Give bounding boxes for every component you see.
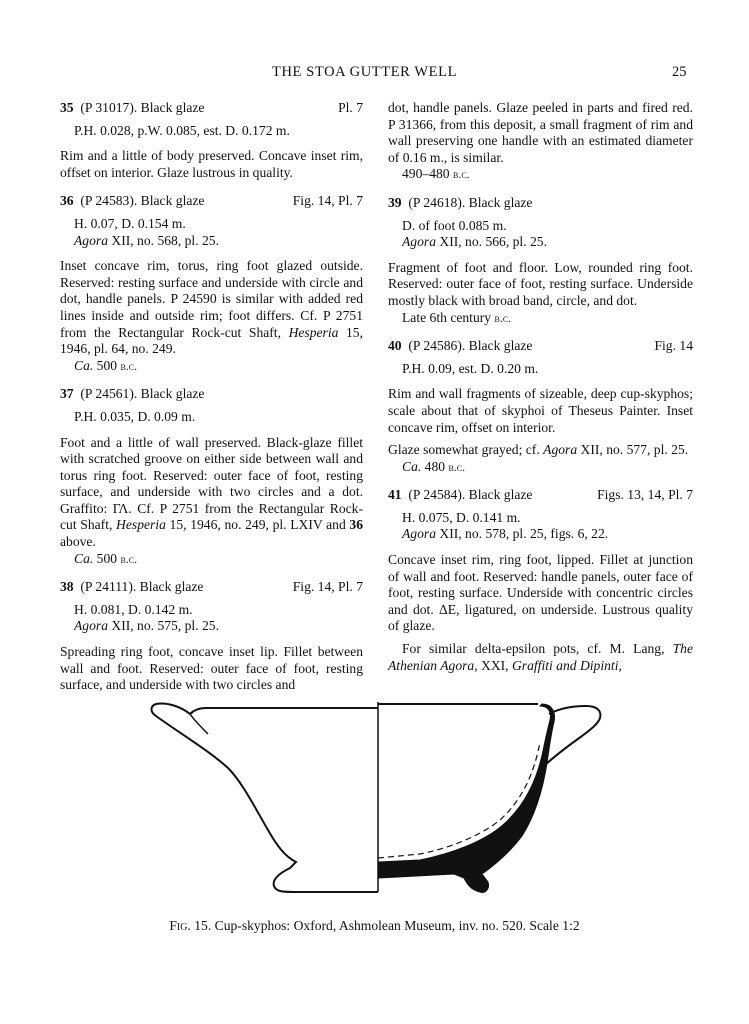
paragraph-text: , XXI, (474, 657, 512, 673)
entry-title (388, 338, 532, 355)
catalogue-entry-38-continued (388, 100, 693, 183)
entry-number: 40 (388, 338, 402, 354)
paragraph-text: , (618, 657, 622, 673)
cross-reference: 36 (349, 517, 363, 533)
description-text: XII, no. 577, pl. 25. (577, 442, 689, 458)
entry-dimensions: H. 0.075, D. 0.141 m. (402, 509, 521, 525)
figure-label: Fig. (169, 918, 191, 933)
journal-title: Agora (402, 526, 436, 542)
bibliography-ref: XII, no. 578, pl. 25, figs. 6, 22. (435, 526, 609, 542)
entry-bibliography (388, 234, 693, 251)
entry-date (388, 166, 693, 183)
entry-bibliography (60, 618, 363, 635)
date-value: 490–480 (402, 166, 453, 182)
circa: Ca. (74, 357, 94, 373)
entry-description-continued: dot, handle panels. Glaze peeled in parts and fired red. P 31366, from this deposit, a small fragment of rim and wall preserving one handle with an estimated diameter of 0.16 m., is similar. (388, 100, 693, 165)
entry-description: Rim and a little of body preserved. Concave inset rim, offset on interior. Glaze lustrous in quality. (60, 148, 363, 180)
date-value: 500 (93, 550, 121, 566)
entry-date (388, 310, 693, 327)
bibliography-ref: XII, no. 566, pl. 25. (435, 234, 547, 250)
description-text: Foot and a little of wall preserved. Black-glaze fillet with scratched groove on either side between wall and torus ring foot. Reserved: outer face of foot, resting surface, and underside with two circles and a dot. Graffito: ΓΛ. Cf. P 2751 from the Rectangular Rock-cut Shaft, (60, 434, 363, 533)
entry-plate-ref: Fig. 14, Pl. 7 (292, 579, 363, 595)
description-text: Inset concave rim, torus, ring foot glazed outside. Reserved: resting surface and underside with circle and dot, handle panels. P 24590 is similar with added red lines inside and outside rim; foot differs. Cf. P 2751 from the Rectangular Rock-cut Shaft, (60, 258, 363, 340)
entry-inventory: (P 24111). Black glaze (80, 579, 204, 595)
journal-title: Agora (74, 232, 108, 248)
entry-description: Concave inset rim, ring foot, lipped. Fillet at junction of wall and foot. Reserved: handle panels, outer face of foot, resting surface. Underside with concentric circles and dot. ΔE, ligatured, on underside. Lustrous quality of glaze. (388, 552, 693, 634)
era: b.c. (120, 358, 138, 373)
entry-date (388, 459, 693, 476)
entry-heading (60, 193, 363, 210)
era: b.c. (452, 167, 470, 182)
entry-description-glaze (388, 442, 693, 459)
vessel-section-right (378, 704, 555, 892)
entry-date (60, 358, 363, 375)
entry-dimensions: P.H. 0.028, p.W. 0.085, est. D. 0.172 m. (74, 122, 290, 138)
catalogue-entry-40 (388, 338, 693, 475)
journal-title: Agora (402, 234, 436, 250)
entry-plate-ref: Figs. 13, 14, Pl. 7 (597, 487, 693, 503)
journal-title: Agora (543, 442, 578, 458)
running-head-title: THE STOA GUTTER WELL (272, 64, 458, 80)
catalogue-entry-41 (388, 487, 693, 674)
entry-date (60, 551, 363, 568)
catalogue-entry-38 (60, 579, 363, 694)
vessel-outline-right (378, 704, 600, 768)
entry-plate-ref: Fig. 14, Pl. 7 (292, 193, 363, 209)
entry-title (60, 193, 204, 210)
entry-dimensions: D. of foot 0.085 m. (402, 217, 507, 233)
entry-heading (388, 195, 693, 212)
catalogue-entry-37 (60, 386, 363, 567)
bibliography-ref: XII, no. 575, pl. 25. (107, 618, 219, 634)
description-text: 15, 1946, pl. 64, no. 249. (60, 324, 364, 357)
journal-title: Hesperia (116, 517, 166, 533)
entry-heading (60, 386, 363, 403)
entry-inventory: (P 31017). Black glaze (80, 100, 205, 115)
entry-plate-ref: Pl. 7 (338, 100, 363, 115)
era: b.c. (448, 459, 466, 474)
era: b.c. (494, 310, 512, 325)
entry-description: Fragment of foot and floor. Low, rounded ring foot. Reserved: outer face of foot, resting surface. Underside mostly black with broad band, circle, and dot. (388, 259, 693, 308)
journal-title: Agora (74, 618, 108, 634)
left-column (60, 100, 363, 694)
entry-description (60, 435, 363, 551)
entry-title (60, 100, 204, 117)
entry-bibliography (60, 233, 363, 250)
bibliography-ref: XII, no. 568, pl. 25. (107, 232, 219, 248)
entry-title (60, 579, 203, 596)
circa: Ca. (402, 458, 422, 474)
description-text: above. (60, 534, 96, 550)
circa: Ca. (74, 550, 94, 566)
entry-heading (388, 338, 693, 355)
entry-title (388, 487, 532, 504)
entry-number: 36 (60, 193, 74, 209)
entry-paragraph (388, 641, 693, 674)
entry-inventory: (P 24561). Black glaze (80, 386, 205, 402)
running-head (0, 64, 749, 84)
page-number: 25 (672, 64, 687, 80)
entry-inventory: (P 24586). Black glaze (408, 338, 533, 354)
entry-inventory: (P 24618). Black glaze (408, 194, 533, 210)
entry-description: Rim and wall fragments of sizeable, deep cup-skyphos; scale about that of skyphoi of Theseus Painter. Inset concave rim, offset on interior. (388, 386, 693, 435)
entry-bibliography (388, 526, 693, 543)
book-title: The Athenian Agora (388, 641, 693, 673)
date-value: Late 6th century (402, 309, 495, 325)
description-text: 15, 1946, no. 249, pl. LXIV and (165, 517, 350, 533)
entry-title (60, 386, 204, 403)
cup-skyphos-profile-drawing (150, 702, 630, 902)
catalogue-entry-36 (60, 193, 363, 374)
entry-number: 38 (60, 579, 74, 595)
figure-caption (0, 918, 749, 934)
entry-heading (60, 100, 363, 117)
right-column (388, 100, 693, 674)
paragraph-text: For similar delta-epsilon pots, cf. M. Lang, (402, 641, 673, 657)
era: b.c. (120, 551, 138, 566)
entry-number: 35 (60, 100, 74, 115)
entry-dimensions: H. 0.081, D. 0.142 m. (74, 601, 193, 617)
entry-number: 37 (60, 386, 74, 402)
book-title: Graffiti and Dipinti (511, 657, 619, 673)
entry-dimensions: H. 0.07, D. 0.154 m. (74, 215, 186, 231)
entry-dimensions: P.H. 0.035, D. 0.09 m. (74, 408, 196, 424)
catalogue-entry-39 (388, 195, 693, 326)
vessel-outline-left (152, 703, 379, 892)
entry-number: 39 (388, 194, 402, 210)
entry-description (60, 258, 363, 358)
catalogue-entry-35 (60, 100, 363, 181)
entry-heading (388, 487, 693, 504)
entry-description: Spreading ring foot, concave inset lip. Fillet between wall and foot. Reserved: outer face of foot, resting surface, and underside with two circles and (60, 644, 363, 693)
entry-plate-ref: Fig. 14 (654, 338, 693, 354)
entry-inventory: (P 24583). Black glaze (80, 193, 205, 209)
entry-inventory: (P 24584). Black glaze (408, 487, 533, 503)
figure-caption-text: 15. Cup-skyphos: Oxford, Ashmolean Museum, inv. no. 520. Scale 1:2 (190, 918, 580, 933)
date-value: 500 (93, 357, 121, 373)
entry-title (388, 195, 532, 212)
entry-dimensions: P.H. 0.09, est. D. 0.20 m. (402, 360, 539, 376)
entry-heading (60, 579, 363, 596)
entry-number: 41 (388, 487, 402, 503)
description-text: Glaze somewhat grayed; cf. (388, 442, 544, 458)
journal-title: Hesperia (288, 324, 339, 340)
date-value: 480 (421, 458, 449, 474)
handle-inner-line-left (190, 714, 208, 734)
